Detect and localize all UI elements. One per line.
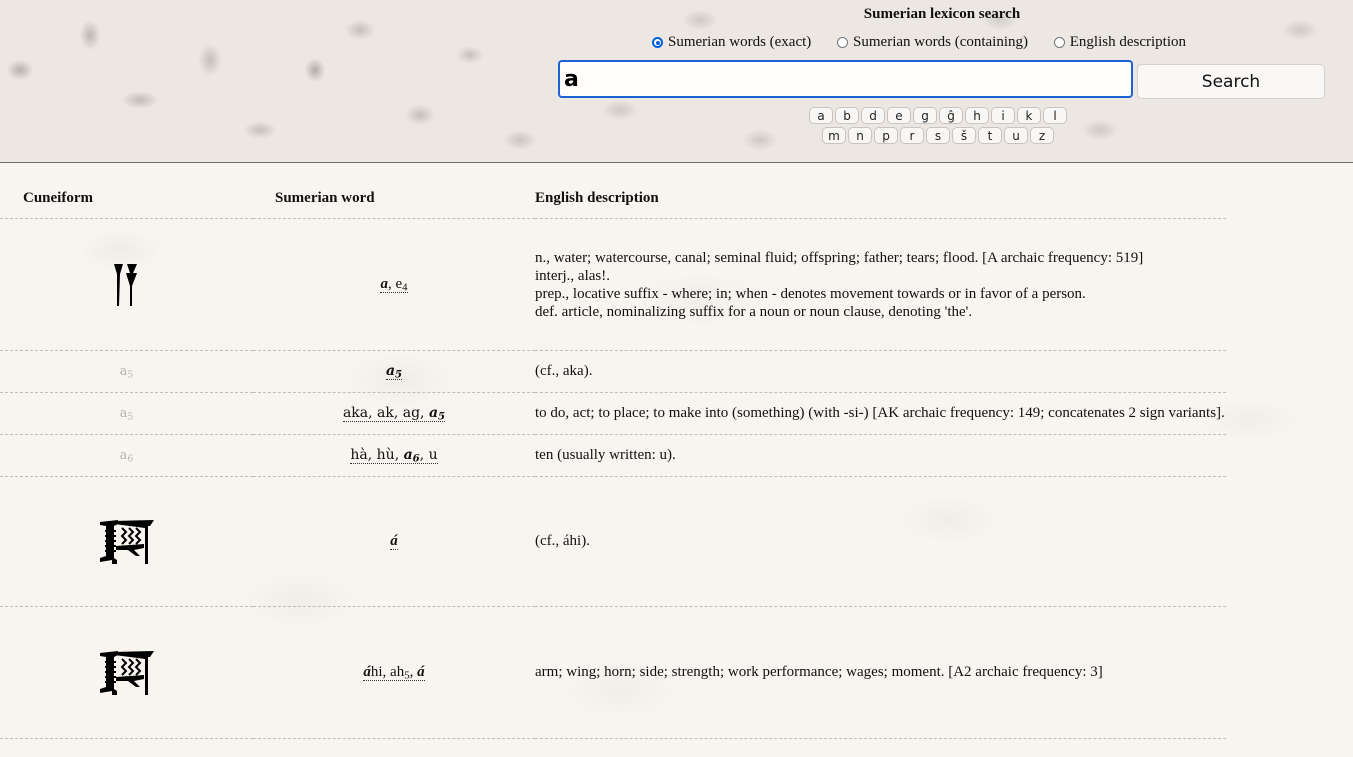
sumerian-word-link[interactable]: hà, hù, $a_6$, u [350, 446, 438, 465]
table-row [0, 477, 1226, 607]
letter-button-e[interactable]: e [887, 107, 911, 124]
description-line: def. article, nominalizing suffix for a noun or noun clause, denoting 'the'. [535, 303, 973, 320]
description-cell: arm; wing; horn; side; strength; work performance; wages; moment. [A2 archaic frequency: 3] [535, 607, 1226, 739]
letter-button-p[interactable]: p [874, 127, 898, 144]
page-title: Sumerian lexicon search [863, 6, 1021, 22]
cuneiform-placeholder-text: $a_5$ [119, 405, 134, 423]
table-row [0, 435, 1226, 477]
cuneiform-cell [0, 607, 253, 739]
sumerian-word-link[interactable]: $a_5$ [385, 362, 403, 381]
table-row [0, 351, 1226, 393]
sumerian-word-cell [253, 351, 535, 393]
radio-sumerian-containing[interactable] [837, 34, 1028, 51]
column-header-sumerian-word: Sumerian word [253, 178, 535, 219]
letter-button-i[interactable]: i [991, 107, 1015, 124]
search-header [0, 0, 1353, 163]
description-cell: to do, act; to place; to make into (something) (with -si-) [AK archaic frequency: 149; concatenates 2 sign variants]. [535, 393, 1226, 435]
radio-unchecked-icon[interactable] [1054, 37, 1065, 48]
cuneiform-placeholder-text: $a_5$ [119, 363, 134, 381]
letter-button-a[interactable]: a [809, 107, 833, 124]
letter-button-h[interactable]: h [965, 107, 989, 124]
search-button[interactable]: Search [1137, 64, 1325, 99]
table-row [0, 393, 1226, 435]
description-line: interj., alas!. [535, 267, 610, 284]
sumerian-word-cell [253, 607, 535, 739]
sumerian-word-cell [253, 477, 535, 607]
cuneiform-cell [0, 393, 253, 435]
letter-button-m[interactable]: m [822, 127, 846, 144]
sumerian-word-cell [253, 435, 535, 477]
letter-button-k[interactable]: k [1017, 107, 1041, 124]
radio-sumerian-exact[interactable] [652, 34, 811, 51]
cuneiform-cell [0, 435, 253, 477]
letter-button-g[interactable]: g [913, 107, 937, 124]
radio-label: Sumerian words (containing) [853, 34, 1029, 50]
letter-button-g-caron[interactable]: ĝ [939, 107, 963, 124]
sumerian-word-link[interactable]: áhi, $ah_5$, á [363, 663, 425, 682]
description-cell: ten (usually written: u). [535, 435, 1226, 477]
sumerian-word-link[interactable]: á [390, 533, 398, 549]
description-line: prep., locative suffix - where; in; when - denotes movement towards or in favor of a person. [535, 285, 1086, 302]
search-mode-group [652, 34, 1208, 53]
description-cell: (cf., aka). [535, 351, 1226, 393]
description-cell [535, 219, 1226, 351]
letter-index-row-2 [760, 125, 1116, 144]
sumerian-word-cell [253, 393, 535, 435]
cuneiform-cell [0, 219, 253, 351]
sumerian-word-cell [253, 219, 535, 351]
letter-button-n[interactable]: n [848, 127, 872, 144]
search-input[interactable] [558, 60, 1133, 98]
table-row [0, 607, 1226, 739]
table-row [0, 219, 1226, 351]
sumerian-word-link[interactable]: a, $e_4$ [380, 275, 408, 294]
letter-button-z[interactable]: z [1030, 127, 1054, 144]
radio-checked-icon[interactable] [652, 37, 663, 48]
radio-unchecked-icon[interactable] [837, 37, 848, 48]
column-header-english-description: English description [535, 178, 1226, 219]
table-header-row [0, 178, 1226, 219]
sumerian-word-link[interactable]: aka, ak, ag, $a_5$ [342, 404, 446, 423]
letter-button-s-caron[interactable]: š [952, 127, 976, 144]
letter-button-l[interactable]: l [1043, 107, 1067, 124]
letter-button-u[interactable]: u [1004, 127, 1028, 144]
letter-button-b[interactable]: b [835, 107, 859, 124]
cuneiform-a2-icon [100, 520, 154, 564]
letter-button-d[interactable]: d [861, 107, 885, 124]
letter-button-r[interactable]: r [900, 127, 924, 144]
description-line: n., water; watercourse, canal; seminal fluid; offspring; father; tears; flood. [A archaic frequency: 519] [535, 249, 1144, 266]
letter-button-t[interactable]: t [978, 127, 1002, 144]
cuneiform-cell [0, 477, 253, 607]
cuneiform-a2-icon [100, 651, 154, 695]
radio-english-description[interactable] [1054, 34, 1186, 51]
cuneiform-a-icon [114, 264, 140, 306]
description-cell: (cf., áhi). [535, 477, 1226, 607]
column-header-cuneiform: Cuneiform [0, 178, 253, 219]
letter-index-row-1 [760, 105, 1116, 124]
radio-label: Sumerian words (exact) [668, 34, 812, 50]
results-table [0, 178, 1226, 739]
radio-label: English description [1069, 34, 1187, 50]
letter-button-s[interactable]: s [926, 127, 950, 144]
cuneiform-cell [0, 351, 253, 393]
cuneiform-placeholder-text: $a_6$ [119, 447, 134, 465]
